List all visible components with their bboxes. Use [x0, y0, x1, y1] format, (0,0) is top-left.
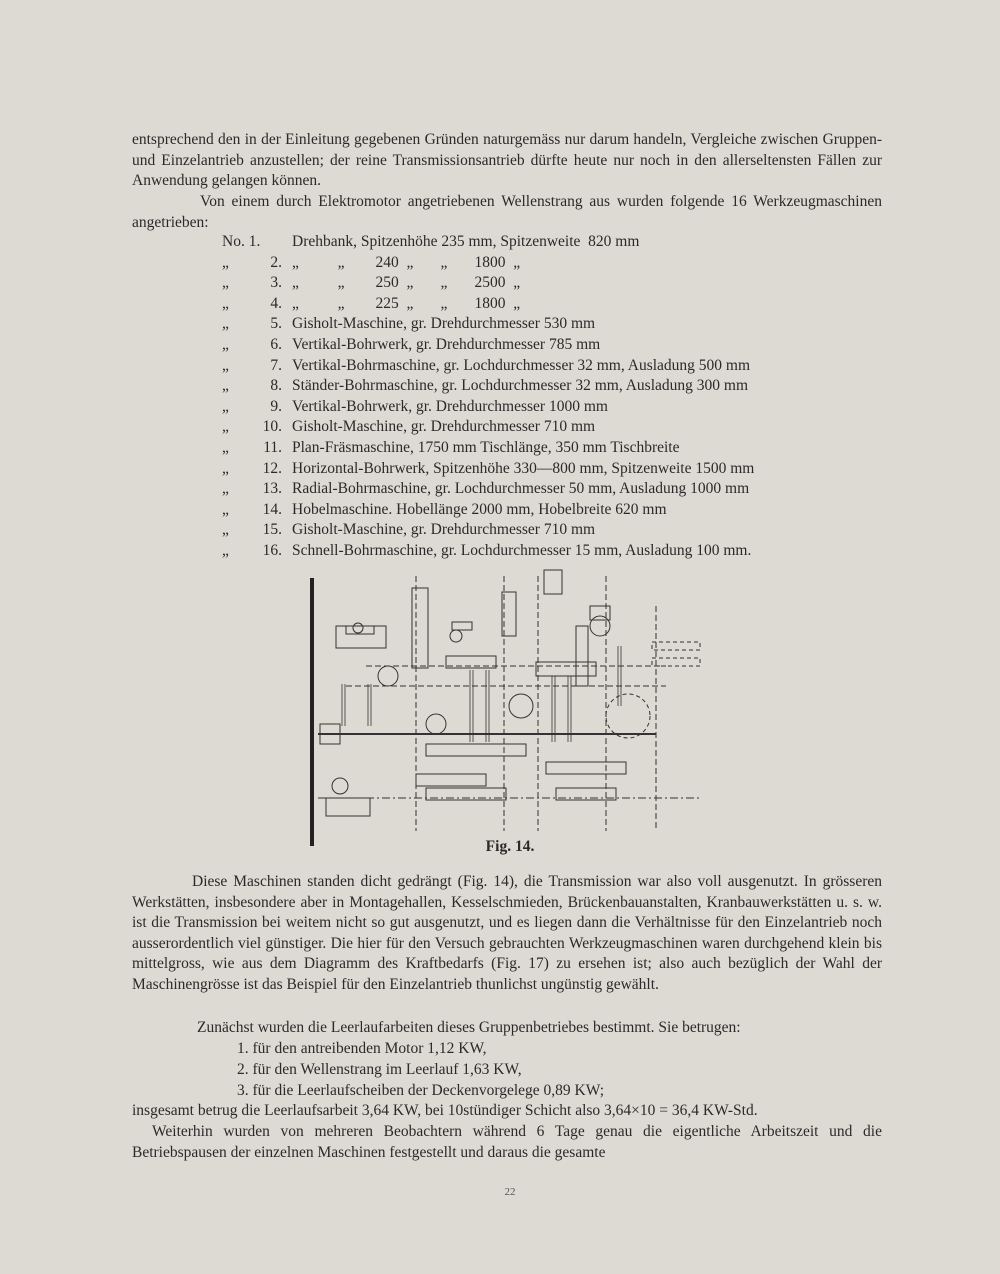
machine-number: 2.: [270, 253, 282, 271]
machine-list-item: [222, 376, 882, 397]
machine-description: Gisholt-Maschine, gr. Drehdurchmesser 530 mm: [292, 315, 596, 333]
machine-description: „ „ 225 „ „ 1800 „: [292, 294, 521, 312]
machine-number: 8.: [270, 377, 282, 395]
figure-transmission-layout: [306, 566, 706, 856]
figure-caption: Fig. 14.: [485, 838, 535, 855]
machine-list-item: [222, 479, 882, 500]
ditto-mark: „: [222, 397, 229, 415]
machine-description: Vertikal-Bohrwerk, gr. Drehdurchmesser 785 mm: [292, 335, 601, 353]
machine-number: 7.: [270, 356, 282, 374]
ditto-mark: „: [222, 356, 229, 374]
leerlauf-item-3: 3. für die Leerlaufscheiben der Deckenvorgelege 0,89 KW;: [237, 1082, 605, 1099]
machine-description: Ständer-Bohrmaschine, gr. Lochdurchmesser 32 mm, Ausladung 300 mm: [292, 377, 749, 395]
ditto-mark: „: [222, 438, 229, 456]
machine-description: Radial-Bohrmaschine, gr. Lochdurchmesser 50 mm, Ausladung 1000 mm: [292, 480, 750, 498]
machine-number: 3.: [270, 274, 282, 292]
machine-list-item: [222, 294, 882, 315]
ditto-mark: „: [222, 274, 229, 292]
paragraph-machines-intro: Von einem durch Elektromotor angetriebenen Wellenstrang aus wurden folgende 16 Werkzeugmaschinen angetrieben:: [132, 193, 882, 231]
machine-list: [222, 232, 882, 562]
ditto-mark: „: [222, 418, 229, 436]
machine-list-item: [222, 459, 882, 480]
machine-list-item: [222, 500, 882, 521]
machine-list-item: [222, 314, 882, 335]
ditto-mark: „: [222, 459, 229, 477]
machine-number: 12.: [262, 459, 282, 477]
machine-description: Schnell-Bohrmaschine, gr. Lochdurchmesser 15 mm, Ausladung 100 mm.: [292, 541, 752, 559]
machine-list-item: [222, 541, 882, 562]
paragraph-discussion: Diese Maschinen standen dicht gedrängt (Fig. 14), die Transmission war also voll ausgenutzt. In grösseren Werkstätten, insbesondere aber in Montagehallen, Kesselschmieden, Brückenbauanstalten, Kranbauwerkstätten u. s. w. ist die Transmission bei weitem nicht so gut ausgenutzt, und es liegen dann die Verhältnisse für den Einzelantrieb noch ausserordentlich viel günstiger. Die hier für den Versuch gebrauchten Werkzeugmaschinen waren durchgehend klein bis mittelgross, wie aus dem Diagramm des Kraftbedarfs (Fig. 17) zu ersehen ist; also auch bezüglich der Wahl der Maschinengrösse ist das Beispiel für den Einzelantrieb thunlichst ungünstig gewählt.: [132, 873, 882, 993]
ditto-mark: „: [222, 253, 229, 271]
machine-description: Vertikal-Bohrmaschine, gr. Lochdurchmesser 32 mm, Ausladung 500 mm: [292, 356, 751, 374]
ditto-mark: „: [222, 541, 229, 559]
machine-description: Hobelmaschine. Hobellänge 2000 mm, Hobelbreite 620 mm: [292, 500, 667, 518]
machine-number: 16.: [262, 541, 282, 559]
paragraph-observation: Weiterhin wurden von mehreren Beobachtern während 6 Tage genau die eigentliche Arbeitszeit und die Betriebspausen der einzelnen Maschinen festgestellt und daraus die gesamte: [132, 1123, 882, 1161]
machine-number: 14.: [262, 500, 282, 518]
ditto-mark: „: [222, 315, 229, 333]
machine-list-item: [222, 520, 882, 541]
leerlauf-item-1: 1. für den antreibenden Motor 1,12 KW,: [237, 1040, 487, 1057]
machine-number: 13.: [262, 480, 282, 498]
machine-list-item: [222, 273, 882, 294]
paragraph-leerlauf-intro: Zunächst wurden die Leerlaufarbeiten dieses Gruppenbetriebes bestimmt. Sie betrugen:: [197, 1019, 741, 1036]
machine-list-item: [222, 335, 882, 356]
machine-description: Vertikal-Bohrwerk, gr. Drehdurchmesser 1000 mm: [292, 397, 608, 415]
machine-description: Drehbank, Spitzenhöhe 235 mm, Spitzenweite 820 mm: [292, 233, 640, 250]
machine-number: 15.: [262, 521, 282, 539]
ditto-mark: „: [222, 377, 229, 395]
ditto-mark: „: [222, 480, 229, 498]
ditto-mark: „: [222, 521, 229, 539]
paragraph-total: insgesamt betrug die Leerlaufsarbeit 3,64 KW, bei 10stündiger Schicht also 3,64×10 = 36,4 KW-Std.: [132, 1102, 758, 1119]
paragraph-intro: entsprechend den in der Einleitung gegebenen Gründen naturgemäss nur darum handeln, Vergleiche zwischen Gruppen- und Einzelantrieb anzustellen; der reine Transmissionsantrieb dürfte heute nur noch in den allerseltensten Fällen zur Anwendung gelangen können.: [132, 131, 882, 189]
machine-number: 6.: [270, 335, 282, 353]
machine-list-item: [222, 397, 882, 418]
ditto-mark: „: [222, 335, 229, 353]
machine-number: 5.: [270, 315, 282, 333]
ditto-mark: „: [222, 294, 229, 312]
machine-number: No. 1.: [222, 233, 261, 250]
machine-description: „ „ 250 „ „ 2500 „: [292, 274, 521, 292]
machine-description: „ „ 240 „ „ 1800 „: [292, 253, 521, 271]
machine-list-item: [222, 232, 882, 253]
machine-list-item: [222, 417, 882, 438]
machine-list-item: [222, 253, 882, 274]
machine-description: Plan-Fräsmaschine, 1750 mm Tischlänge, 350 mm Tischbreite: [292, 438, 680, 456]
machine-description: Horizontal-Bohrwerk, Spitzenhöhe 330—800 mm, Spitzenweite 1500 mm: [292, 459, 755, 477]
machine-number: 11.: [263, 438, 282, 456]
machine-description: Gisholt-Maschine, gr. Drehdurchmesser 710 mm: [292, 418, 596, 436]
machine-number: 9.: [270, 397, 282, 415]
machine-description: Gisholt-Maschine, gr. Drehdurchmesser 710 mm: [292, 521, 596, 539]
leerlauf-item-2: 2. für den Wellenstrang im Leerlauf 1,63 KW,: [237, 1061, 522, 1078]
machine-number: 4.: [270, 294, 282, 312]
ditto-mark: „: [222, 500, 229, 518]
page-number: 22: [504, 1186, 516, 1198]
machine-number: 10.: [262, 418, 282, 436]
machine-list-item: [222, 356, 882, 377]
machine-list-item: [222, 438, 882, 459]
